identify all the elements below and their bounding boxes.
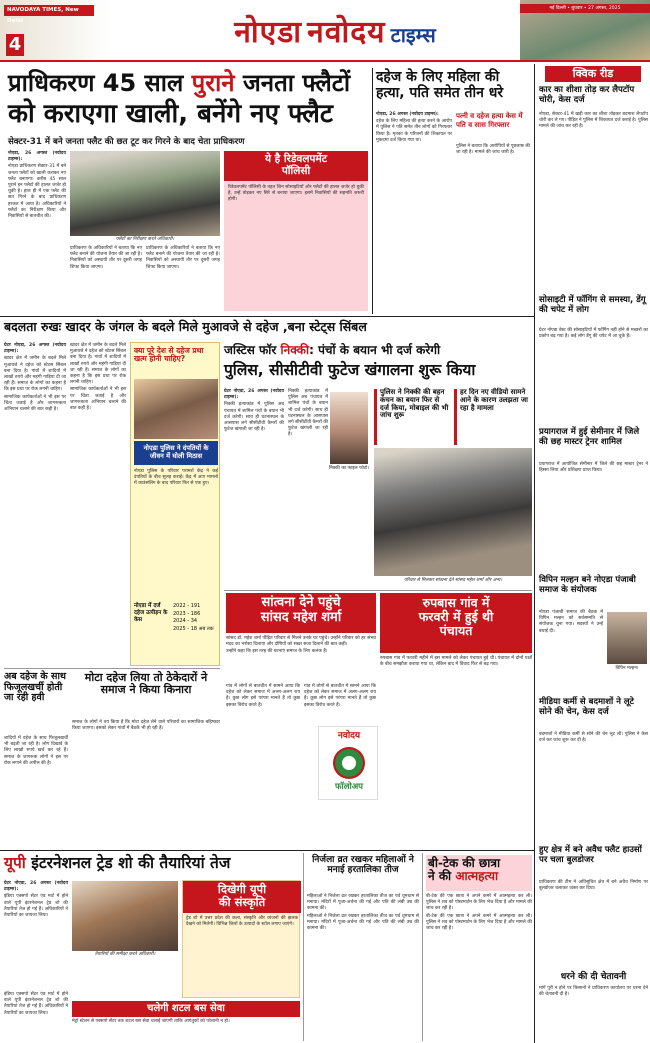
lead-col-3: प्राधिकरण के अधिकारियों ने बताया कि नए फ्लैट बनाने की योजना तैयार की जा रही है। निवासियों को अस्थायी तौर पर दूसरी जगह शिफ्ट किया जाएगा।: [146, 246, 220, 270]
btech-body: [426, 894, 532, 1040]
nikki-sub2: [454, 389, 532, 445]
btech-title: [426, 855, 532, 891]
nikki-col-2: [288, 389, 328, 585]
lead-dateline: नोएडा, 26 अगस्त (नवोदय टाइम्स):: [8, 151, 66, 163]
trade-photo-caption: तैयारियों की समीक्षा करते अधिकारी।: [94, 952, 156, 957]
pratha-stat-2023: 2023 - 186: [173, 610, 201, 617]
qr-item2-body: ग्रेटर नोएडा वेस्ट की सोसाइटियों में फॉगिंग नहीं होने से मच्छरों का प्रकोप बढ़ गया है। कई लोग डेंगू की चपेट में आ चुके हैं।: [539, 328, 648, 340]
qr-warning-body: मांगें पूरी न होने पर किसानों ने प्राधिकरण कार्यालय पर धरना देने की चेतावनी दी है।: [539, 986, 648, 998]
trade-col-1: [4, 881, 68, 989]
left-col-dateline: ग्रेटर नोएडा, 26 अगस्त (नवोदय टाइम्स):: [4, 343, 66, 355]
qr-item3-body: प्रयागराज में आयोजित सेमीनार में जिले की छह मास्टर ट्रेनर ने हिस्सा लिया और प्रशिक्षण प्राप्त किया।: [539, 462, 648, 474]
trade-divider: [303, 853, 304, 1041]
masthead-title: [175, 10, 495, 56]
masthead-right-photo: [520, 0, 650, 60]
santwana-title: [226, 593, 376, 633]
box-body: रिडेवलपमेंट पॉलिसी के तहत जिन सोसाइटियों और फ्लैटों की हालत जर्जर हो चुकी है, उन्हें तोड़कर नए सिरे से बनाया जाएगा। इसमें निवासियों की सहमति जरूरी होगी।: [228, 185, 364, 203]
naveen-body: शादियों में दहेज के साथ फिजूलखर्ची भी बढ़ती जा रही है। लोग दिखावे के लिए लाखों रुपये खर्च कर रहे हैं। समाज के जागरूक लोगों ने इस पर रोक लगाने की अपील की है।: [4, 736, 68, 766]
mota-title: मोटा दहेज लिया तो ठेकेदारों ने समाज ने किया किनारा: [84, 671, 208, 697]
pratha-stat-2025: 2025 - 18 अब तक: [173, 625, 214, 632]
lead-headline-1c: जनता फ्लैटों: [234, 69, 351, 97]
followup-badge: [318, 726, 378, 800]
lead-divider: [372, 68, 373, 314]
pratha-title: क्या पूरे देश से दहेज प्रथा खत्म होनी चाहिए?: [134, 346, 204, 364]
qr-warning-title: धरने की दी चेतावनी: [560, 972, 627, 982]
nirjal-title: निर्जला व्रत रखकर महिलाओं ने मनाई हरतालिका तीज: [312, 855, 414, 876]
qr-item4-photo: [607, 612, 647, 664]
nirjal-body-text-2: महिलाओं ने निर्जला व्रत रखकर हरतालिका तीज का पर्व धूमधाम से मनाया। मंदिरों में पूजा-अर्चना की गई और पति की लंबी उम्र की कामना की।: [307, 913, 419, 932]
section-banner: बदलता रुखः खादर के जंगल के बदले मिले मुआवजे से दहेज ,बना स्टेट्स सिंबल: [4, 319, 367, 334]
btech-title-1: बी-टेक की छात्रा: [428, 856, 501, 870]
dahej-top-dateline: नोएडा, 26 अगस्त (नवोदय टाइम्स):: [376, 112, 439, 117]
lead-col-1: [8, 151, 66, 311]
left-col-2-body: खादर क्षेत्र में जमीन के बदले मिले मुआवजे ने दहेज को स्टेटस सिंबल बना दिया है। गांवों में शादियों में लाखों रुपये और महंगी गाड़ियां दी जा रही हैं। समाज के लोगों का कहना है कि इस प्रथा पर रोक लगनी चाहिए।: [70, 343, 126, 386]
masthead-left-strip: [0, 0, 110, 60]
mid-text-col-2: गांव में लोगों से बातचीत में सामने आया कि दहेज को लेकर समाज में अलग-अलग राय है। कुछ लोग इसे परंपरा मानते हैं तो कुछ इसका विरोध करते हैं।: [304, 684, 376, 708]
santwana-body-1: सांसद डॉ. महेश शर्मा पीड़ित परिवार से मिलने उनके घर पहुंचे। उन्होंने परिवार को हर संभव मदद का भरोसा दिलाया और दोषियों को सख्त सजा दिलाने की बात कही।: [226, 636, 376, 648]
bottom-rule: [0, 850, 534, 851]
nikki-photo: [330, 392, 368, 464]
trade-dateline: ग्रेटर नोएडा, 26 अगस्त (नवोदय टाइम्स):: [4, 881, 68, 893]
nikki-body: निक्की हत्याकांड में पुलिस अब पंचायत में शामिल पंचों के बयान भी दर्ज करेगी। साथ ही घटनास्थल के आसपास लगे सीसीटीवी कैमरों की फुटेज खंगाली जा रही है।: [224, 402, 284, 433]
redevelopment-box: [224, 151, 368, 311]
nikki-headline: पुलिस, सीसीटीवी फुटेज खंगालना शुरू किया: [224, 361, 476, 379]
lead-body: नोएडा प्राधिकरण सेक्टर-31 में बने जनता फ्लैटों को खाली कराकर नए फ्लैट बनाएगा। करीब 45 साल पुराने इन फ्लैटों की हालत जर्जर हो चुकी है। हाल ही में एक फ्लैट की छत गिरने के बाद प्राधिकरण हरकत में आया है। अधिकारियों ने फ्लैटों का निरीक्षण किया और निवासियों से बातचीत की।: [8, 164, 66, 220]
title-navodaya: नवोदय: [307, 15, 386, 50]
title-noida: नोएडा: [234, 15, 303, 50]
btech-title-2b: आत्महत्या: [455, 869, 499, 884]
box-title: [224, 151, 368, 181]
trade-box-title-1: दिखेगी यूपी: [217, 882, 267, 896]
followup-badge-top: नवोदय: [337, 731, 361, 741]
nikki-sub1: [374, 389, 450, 445]
rupbas-body: रुपबास गांव में फरवरी महीने में इस मामले को लेकर पंचायत हुई थी। पंचायत में दोनों पक्षों के बीच समझौता कराया गया था, लेकिन बाद में विवाद फिर से बढ़ गया।: [380, 656, 532, 668]
mota-body: [72, 720, 220, 848]
pratha-stat-2022: 2022 - 191: [173, 603, 201, 609]
qr-item4-caption: विपिन मल्हन।: [615, 666, 639, 671]
nirjal-body-text: महिलाओं ने निर्जला व्रत रखकर हरतालिका तीज का पर्व धूमधाम से मनाया। मंदिरों में पूजा-अर्चना की गई और पति की लंबी उम्र की कामना की।: [307, 894, 419, 912]
rupbas-title: [380, 593, 532, 653]
dahej-top-headline: दहेज के लिए महिला की हत्या, पति समेत तीन धरे: [376, 69, 504, 101]
santwana-body-2: उन्होंने कहा कि इस तरह की घटनाएं समाज के लिए कलंक हैं।: [226, 649, 328, 655]
mota-body-text: समाज के लोगों ने तय किया है कि मोटा दहेज लेने वाले परिवारों का सामाजिक बहिष्कार किया जाएगा। इसको लेकर गांवों में बैठकें भी हो रही हैं।: [72, 720, 220, 732]
naveen-title: अब दहेज के साथ फिजूलखर्ची होती जा रही हवी: [4, 671, 66, 704]
santwana-title-2: सांसद महेश शर्मा: [260, 609, 342, 625]
lead-photo: [70, 151, 220, 236]
dahej-top-col-1: [376, 112, 452, 312]
lead-col-2: प्राधिकरण के अधिकारियों ने बताया कि नए फ्लैट बनाने की योजना तैयार की जा रही है। निवासियों को अस्थायी तौर पर दूसरी जगह शिफ्ट किया जाएगा।: [70, 246, 142, 270]
trade-headline-rest: इंटरनेशनल ट्रेड शो की तैयारियां तेज: [25, 854, 231, 872]
trade-photo: [72, 881, 178, 951]
btech-divider: [422, 853, 423, 1041]
nikki-kicker: [224, 344, 532, 360]
lead-headline-2: को कराएगा खाली, बनेंगे नए फ्लैट: [8, 99, 333, 129]
trade-headline-red: यूपी: [4, 854, 26, 872]
lead-headline-1a: प्राधिकरण 45 साल: [8, 69, 192, 97]
page-number: 4: [6, 34, 24, 56]
santwana-title-1: सांत्वना देने पहुंचे: [261, 595, 341, 610]
nikki-dateline: ग्रेटर नोएडा, 26 अगस्त (नवोदय टाइम्स):: [224, 389, 284, 401]
nikki-sub1-text: पुलिस ने निक्की की बहन कंचन का बयान फिर से दर्ज किया, मोबाइल की भी जांच शुरू: [380, 388, 449, 420]
left-col-body2: सामाजिक कार्यकर्ताओं ने भी इस पर चिंता जताई है और जागरूकता अभियान चलाने की बात कही है।: [4, 394, 66, 413]
santwana-body: [226, 636, 376, 680]
nikki-kicker-a: जस्टिस फॉर: [224, 343, 281, 357]
nikki-kicker-rest: : पंचों के बयान भी दर्ज करेगी: [309, 343, 441, 357]
nikki-col-2-body: निक्की हत्याकांड में पुलिस अब पंचायत में शामिल पंचों के बयान भी दर्ज करेगी। साथ ही घटनास्थल के आसपास लगे सीसीटीवी कैमरों की फुटेज खंगाली जा रही है।: [288, 389, 328, 438]
qr-item3-title: प्रयागराज में हुई सेमीनार में जिले की छह मास्टर ट्रेनर शामिल: [539, 427, 640, 447]
nikki-group-caption: परिवार से मिलकर सांत्वना देते सांसद महेश शर्मा और अन्य।: [404, 578, 502, 583]
dahej-top-body: दहेज के लिए महिला की हत्या करने के आरोप में पुलिस ने पति समेत तीन लोगों को गिरफ्तार किया है। मृतका के परिजनों की शिकायत पर मुकदमा दर्ज किया गया था।: [376, 119, 452, 143]
trade-col-1b: इंडिया एक्सपो सेंटर एंड मार्ट में होने वाले यूपी इंटरनेशनल ट्रेड शो की तैयारियां तेज हो गई हैं। अधिकारियों ने तैयारियों का जायजा लिया।: [4, 992, 68, 1016]
qr-item1-body: नोएडा, सेक्टर-41 में खड़ी कार का शीशा तोड़कर बदमाश लैपटॉप चोरी कर ले गए। पीड़ित ने पुलिस में शिकायत दर्ज कराई है। पुलिस मामले की जांच कर रही है।: [539, 112, 648, 130]
pratha-stat-title: नोएडा में दर्ज दहेज उत्पीड़न के केस: [134, 603, 168, 624]
followup-badge-circle: [333, 747, 365, 779]
dahej-side-title: पत्नी व दहेज हत्या केस में पति व सास गिरफ्तार: [456, 112, 523, 129]
qr-item5-title: मीडिया कर्मी से बदमाशों ने लूटे सोने की चेन, केस दर्ज: [539, 697, 634, 717]
quick-read-divider: [534, 64, 535, 1043]
pratha-stats: [173, 603, 219, 665]
lead-subhead: सेक्टर-31 में बने जनता फ्लैट की छत टूट कर गिरने के बाद चेता प्राधिकरण: [8, 137, 245, 147]
left-col-2: [70, 343, 126, 665]
left-mid-rule: [4, 668, 220, 669]
left-col-body: खादर क्षेत्र में जमीन के बदले मिले मुआवजे ने दहेज को स्टेटस सिंबल बना दिया है। गांवों में शादियों में लाखों रुपये और महंगी गाड़ियां दी जा रही हैं। समाज के लोगों का कहना है कि इस प्रथा पर रोक लगनी चाहिए।: [4, 356, 66, 393]
btech-body-text-2: बी-टेक की एक छात्रा ने अपने कमरे में आत्महत्या कर ली। पुलिस ने शव को पोस्टमार्टम के लिए भेज दिया है और मामले की जांच कर रही है।: [426, 913, 532, 932]
trade-box-title: [183, 881, 301, 913]
masthead-rule: [0, 60, 650, 62]
pratha-box: [130, 342, 220, 666]
qr-item4-body: नोएडा पंजाबी समाज की बैठक में विपिन मल्हन को सर्वसम्मति से संयोजक चुना गया। सदस्यों ने उन्हें बधाई दी।: [539, 610, 603, 634]
shuttle-bar: चलेगी शटल बस सेवा: [72, 1001, 300, 1017]
banner-top-rule: [0, 316, 534, 317]
trade-body: इंडिया एक्सपो सेंटर एंड मार्ट में होने वाले यूपी इंटरनेशनल ट्रेड शो की तैयारियां तेज हो गई हैं। अधिकारियों ने तैयारियों का जायजा लिया।: [4, 894, 68, 919]
nirjal-body: [307, 894, 419, 1040]
pratha-body: नोएडा पुलिस के परिवार परामर्श केंद्र ने कई दंपतियों के बीच सुलह कराई। केंद्र में आए मामलों में काउंसलिंग के बाद परिवार फिर से एक हुए।: [134, 469, 218, 487]
rupbas-title-1: रुपबास गांव में: [422, 595, 490, 610]
date-line: नई दिल्ली • बुधवार • 27 अगस्त, 2025: [520, 4, 650, 13]
trade-box-title-2: की संस्कृति: [218, 894, 266, 909]
pratha-photo: [134, 379, 218, 439]
box-title-line-1: ये है रिडेवलपमेंट: [264, 153, 328, 165]
trade-box: [182, 880, 300, 998]
quick-read-label: क्विक रीड: [545, 66, 641, 82]
pratha-stat-2024: 2024 - 34: [173, 618, 198, 625]
rupbas-title-2: फरवरी में हुई थी: [418, 609, 494, 624]
masthead: [0, 0, 650, 60]
quick-read-column: [537, 64, 650, 1043]
btech-title-2: [428, 870, 530, 883]
dahej-side-body: पुलिस ने बताया कि आरोपियों से पूछताछ की जा रही है। मामले की जांच जारी है।: [456, 144, 530, 156]
nikki-group-photo: [374, 448, 532, 576]
mid-text-col-1: गांव में लोगों से बातचीत में सामने आया कि दहेज को लेकर समाज में अलग-अलग राय है। कुछ लोग इसे परंपरा मानते हैं तो कुछ इसका विरोध करते हैं।: [226, 684, 300, 708]
trade-box-body: ट्रेड शो में उत्तर प्रदेश की कला, संस्कृति और व्यंजनों की झलक देखने को मिलेगी। विभिन्न जिलों के उत्पादों के स्टॉल लगाए जाएंगे।: [186, 916, 298, 928]
title-times: टाइम्स: [390, 23, 436, 47]
qr-item2-title: सोसाइटी में फॉगिंग से समस्या, डेंगू की चपेट में लोग: [539, 295, 646, 315]
nikki-bottom-rule: [224, 590, 532, 591]
left-col-1: [4, 343, 66, 665]
trade-headline: [4, 855, 300, 877]
lead-headline-1b: पुराने: [191, 69, 235, 97]
qr-item5-body: बदमाशों ने मीडिया कर्मी से सोने की चेन लूट ली। पुलिस ने केस दर्ज कर जांच शुरू कर दी है।: [539, 732, 648, 744]
qr-item6-body: प्राधिकरण की टीम ने अधिसूचित क्षेत्र में बने अवैध निर्माण पर बुलडोजर चलाकर ध्वस्त कर दिया।: [539, 880, 648, 892]
shuttle-body: मेट्रो स्टेशन से एक्सपो सेंटर तक शटल बस सेवा चलाई जाएगी ताकि आगंतुकों को परेशानी न हो।: [72, 1019, 230, 1024]
box-title-line-2: पॉलिसी: [281, 164, 311, 177]
pratha-caption-bar: नोएडा पुलिस ने दंपतियों के जीवन में घोली मिठास: [134, 441, 218, 465]
btech-body-text: बी-टेक की एक छात्रा ने अपने कमरे में आत्महत्या कर ली। पुलिस ने शव को पोस्टमार्टम के लिए भेज दिया है और मामले की जांच कर रही है।: [426, 894, 532, 912]
left-col-2-body2: सामाजिक कार्यकर्ताओं ने भी इस पर चिंता जताई है और जागरूकता अभियान चलाने की बात कही है।: [70, 387, 126, 412]
qr-item1-title: कार का शीशा तोड़ कर लैपटॉप चोरी, केस दर्ज: [539, 85, 635, 105]
qr-item4-title: विपिन मल्हन बने नोएडा पंजाबी समाज के संयोजक: [539, 575, 636, 595]
nikki-col-1: [224, 389, 284, 585]
btech-title-2a: ने की: [428, 869, 456, 884]
edition-strip: NAVODAYA TIMES, New Delhi: [4, 5, 94, 16]
followup-badge-bottom: फॉलोअप: [334, 782, 364, 792]
nikki-kicker-name: निक्की: [280, 343, 310, 357]
rupbas-title-3: पंचायत: [439, 623, 473, 638]
nikki-photo-caption: निक्की का फाइल फोटो।: [328, 466, 370, 471]
lead-photo-caption: फ्लैटों का निरीक्षण करते अधिकारी।: [115, 237, 175, 242]
lead-headline-1: [8, 70, 368, 100]
qr-item6-title: हुए क्षेत्र में बने अवैध फ्लैट हाउसों पर चला बुलडोजर: [539, 845, 642, 865]
nikki-sub2-text: हर दिन नए वीडियो सामने आने के कारण उलझता जा रहा है मामला: [460, 388, 528, 412]
